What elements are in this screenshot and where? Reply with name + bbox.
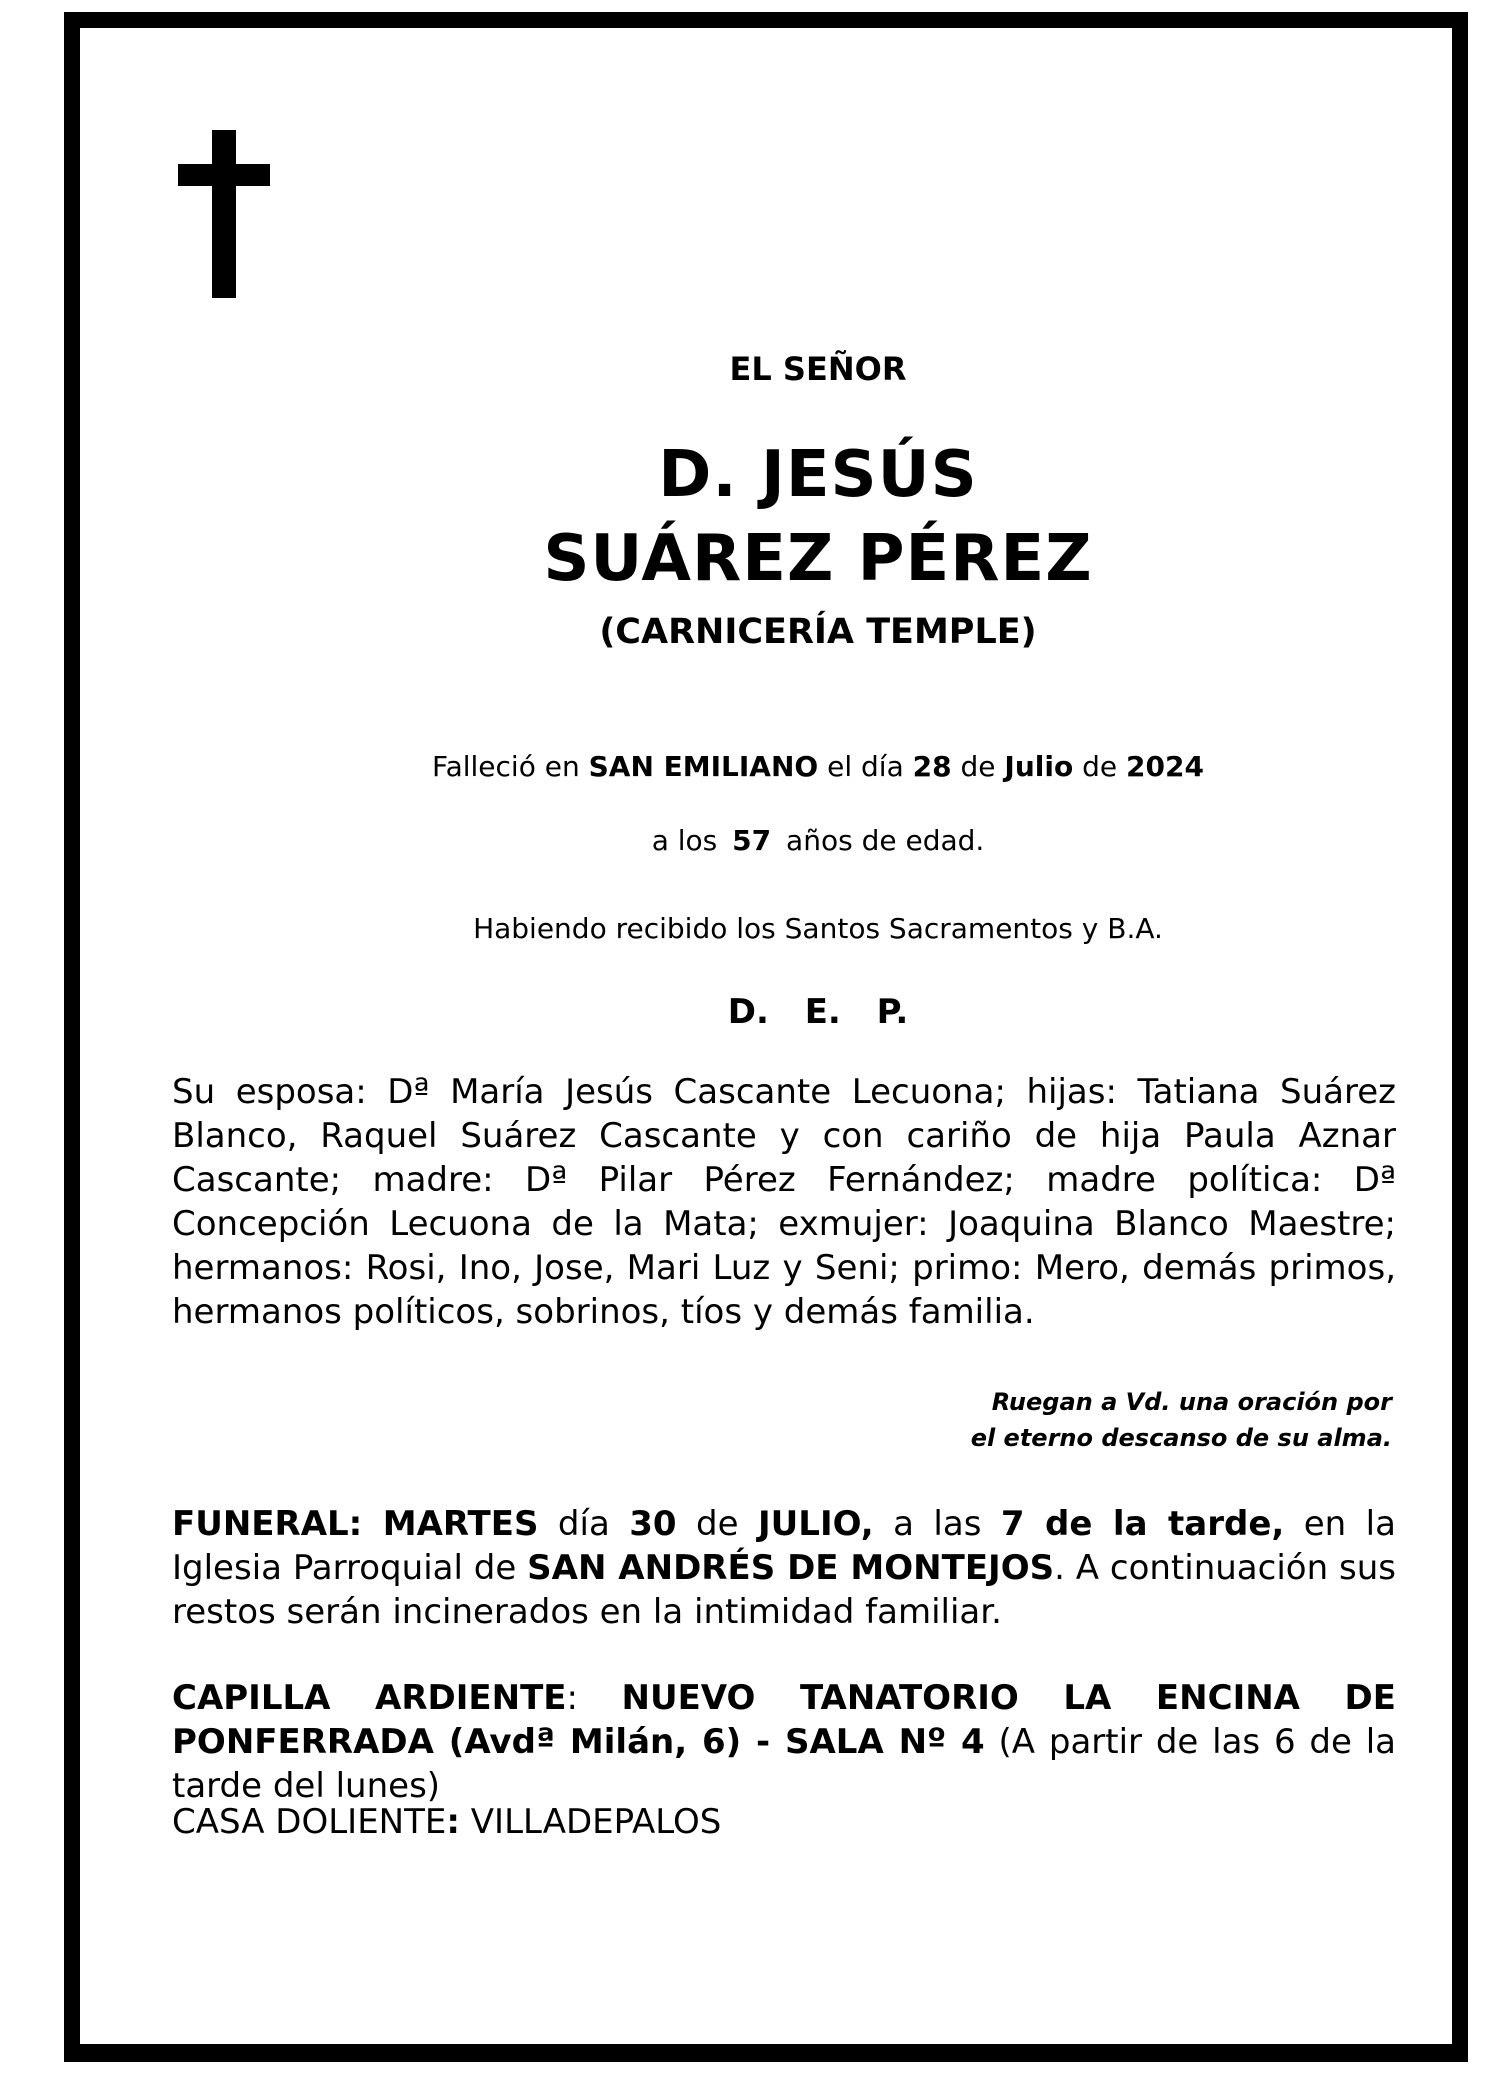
cross-icon — [178, 130, 270, 298]
mourning-house: CASA DOLIENTE: VILLADEPALOS — [172, 1802, 722, 1842]
sacraments-statement: Habiendo recibido los Santos Sacramentos y B.A. — [473, 912, 1163, 945]
prayer-request: Ruegan a Vd. una oración por el eterno descanso de su alma. — [970, 1388, 1392, 1452]
title-small: EL SEÑOR — [729, 350, 907, 388]
chapel-info: CAPILLA ARDIENTE: NUEVO TANATORIO LA ENCINA DE PONFERRADA (Avdª Milán, 6) - SALA Nº 4 (A partir de las 6 de la tarde del lunes) — [172, 1678, 1397, 1806]
family-list: Su esposa: Dª María Jesús Cascante Lecuona; hijas: Tatiana Suárez Blanco, Raquel Suárez Cascante y con cariño de hija Paula Aznar Cascante; madre: Dª Pilar Pérez Fernández; madre política: Dª Concepción Lecuona de la Mata; exmujer: Joaquina Blanco Maestre; hermanos: Rosi, Ino, Jose, Mari Luz y Seni; primo: Mero, demás primos, hermanos políticos, sobrinos, tíos y demás familia. — [172, 1072, 1396, 1332]
deceased-name-line1: D. JESÚS — [658, 438, 978, 512]
deceased-alias: (CARNICERÍA TEMPLE) — [599, 612, 1037, 652]
dep-initials: D. E. P. — [727, 992, 909, 1032]
age-statement: a los 57 años de edad. — [651, 824, 985, 857]
deceased-name-line2: SUÁREZ PÉREZ — [543, 522, 1093, 596]
death-statement: Falleció en SAN EMILIANO el día 28 de Julio de 2024 — [432, 750, 1204, 783]
funeral-info: FUNERAL: MARTES día 30 de JULIO, a las 7 de la tarde, en la Iglesia Parroquial de SAN ANDRÉS DE MONTEJOS. A continuación sus restos serán incinerados en la intimidad familiar. — [172, 1504, 1396, 1632]
